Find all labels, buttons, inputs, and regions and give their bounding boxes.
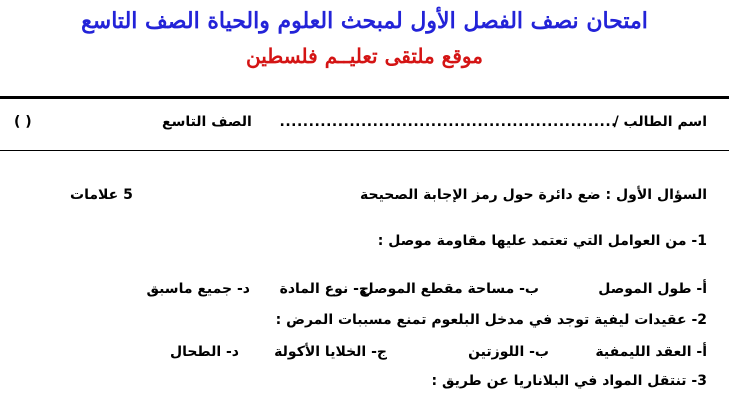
item-1-option-c: ج- نوع المادة xyxy=(279,281,369,297)
item-2-text: 2- عقيدات ليفية توجد في مدخل البلعوم تمنع مسببات المرض : xyxy=(275,312,707,328)
item-3-text: 3- تنتقل المواد في البلاناريا عن طريق : xyxy=(431,373,707,389)
item-1-text: 1- من العوامل التي تعتمد عليها مقاومة موصل : xyxy=(377,233,707,249)
question1-marks: 5 علامات xyxy=(70,187,133,203)
item-1-option-a: أ- طول الموصل xyxy=(598,281,707,297)
item-2-option-c: ج- الخلايا الأكولة xyxy=(274,344,387,360)
top-divider xyxy=(0,96,729,99)
item-2-option-b: ب- اللوزتين xyxy=(468,344,549,360)
site-subtitle: موقع ملتقى تعليــم فلسطين xyxy=(246,44,483,68)
exam-title: امتحان نصف الفصل الأول لمبحث العلوم والحياة الصف التاسع xyxy=(81,8,648,34)
class-label: الصف التاسع xyxy=(162,114,252,130)
student-name-dots: .......................................................... xyxy=(279,114,617,130)
class-paren: ( ) xyxy=(14,114,32,130)
item-1-option-b: ب- مساحة مقطع الموصل xyxy=(361,281,539,297)
info-divider xyxy=(0,150,729,151)
question1-heading: السؤال الأول : ضع دائرة حول رمز الإجابة الصحيحة xyxy=(360,187,707,203)
item-2-option-d: د- الطحال xyxy=(169,344,239,360)
item-2-option-a: أ- العقد الليمفية xyxy=(595,344,707,360)
item-1-option-d: د- جميع ماسبق xyxy=(146,281,250,297)
student-name-label: اسم الطالب / xyxy=(613,114,707,130)
